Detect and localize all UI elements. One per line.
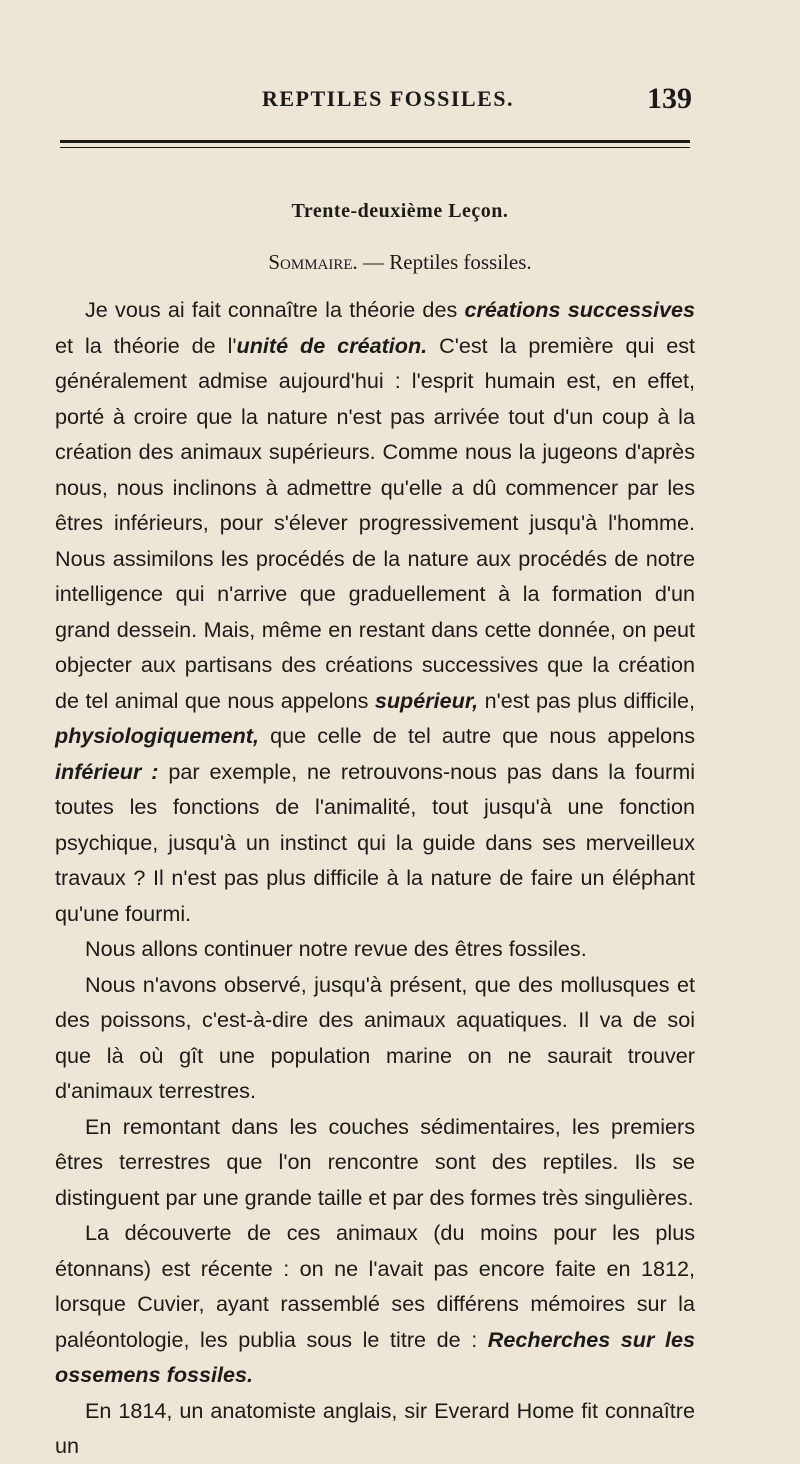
body-text: [55, 292, 695, 1464]
text-run: Je vous ai fait connaître la théorie des: [85, 297, 465, 322]
text-run: et la théorie de l': [55, 332, 237, 358]
text-run: par exemple, ne retrouvons-nous pas dans la fourmi toutes les fonctions de l'animalité, tout jusqu'à une fonction psychique, jusqu'à un instinct qui la guide dans ses merveilleux travaux ? Il n'est pas plus difficile à la nature de faire un éléphant qu'une fourmi.: [55, 758, 695, 926]
text-run: C'est la première qui est généralement admise aujourd'hui : l'esprit humain est, en effet, porté à croire que la nature n'est pas arrivée tout d'un coup à la création des animaux supérieurs. Comme nous la jugeons d'après nous, nous inclinons à admettre qu'elle a dû commencer par les êtres inférieurs, pour s'élever progressivement jusqu'à l'homme. Nous assimilons les procédés de la nature aux procédés de notre intelligence qui n'arrive que graduellement à la formation d'un grand dessein. Mais, même en restant dans cette donnée, on peut objecter aux partisans des créations successives que la création de tel animal que nous appelons: [55, 332, 696, 713]
header-rule-thin: [60, 147, 690, 148]
text-run: n'est pas plus difficile,: [478, 687, 695, 713]
text-run: que celle de tel autre que nous appelons: [258, 723, 695, 748]
emphasis: inférieur :: [55, 758, 159, 784]
paragraph-4: En remontant dans les couches sédimentaires, les premiers êtres terrestres que l'on rencontre sont des reptiles. Ils se distinguent par une grande taille et par des formes très singulières.: [55, 1113, 695, 1210]
emphasis: créations successives: [464, 297, 695, 322]
emphasis: unité de création.: [236, 332, 428, 358]
paragraph-1: [55, 292, 695, 931]
page-number: 139: [647, 82, 692, 115]
lecture-summary: [0, 250, 800, 275]
emphasis: physiologiquement,: [55, 723, 259, 748]
paragraph-2: Nous allons continuer notre revue des êtres fossiles.: [85, 936, 587, 961]
running-title: REPTILES FOSSILES.: [262, 86, 514, 111]
lecture-title: Trente-deuxième Leçon.: [291, 200, 509, 222]
emphasis: supérieur,: [374, 687, 479, 713]
paragraph-5: [55, 1215, 695, 1393]
paragraph-3: Nous n'avons observé, jusqu'à présent, que des mollusques et des poissons, c'est-à-dire des animaux aquatiques. Il va de soi que là où gît une population marine on ne saurait trouver d'animaux terrestres.: [55, 971, 695, 1103]
header-rule-thick: [60, 140, 690, 143]
text-run: La découverte de ces animaux (du moins pour les plus étonnans) est récente : on ne l'avait pas encore faite en 1812, lorsque Cuvier, ayant rassemblé ses différens mémoires sur la paléontologie, les publia sous le titre de :: [55, 1220, 695, 1352]
emphasis: Recherches sur les ossemens fossiles.: [55, 1326, 695, 1387]
summary-text: — Reptiles fossiles.: [357, 250, 532, 274]
summary-label: Sommaire.: [268, 250, 358, 274]
paragraph-6: En 1814, un anatomiste anglais, sir Everard Home fit connaître un: [55, 1397, 695, 1458]
